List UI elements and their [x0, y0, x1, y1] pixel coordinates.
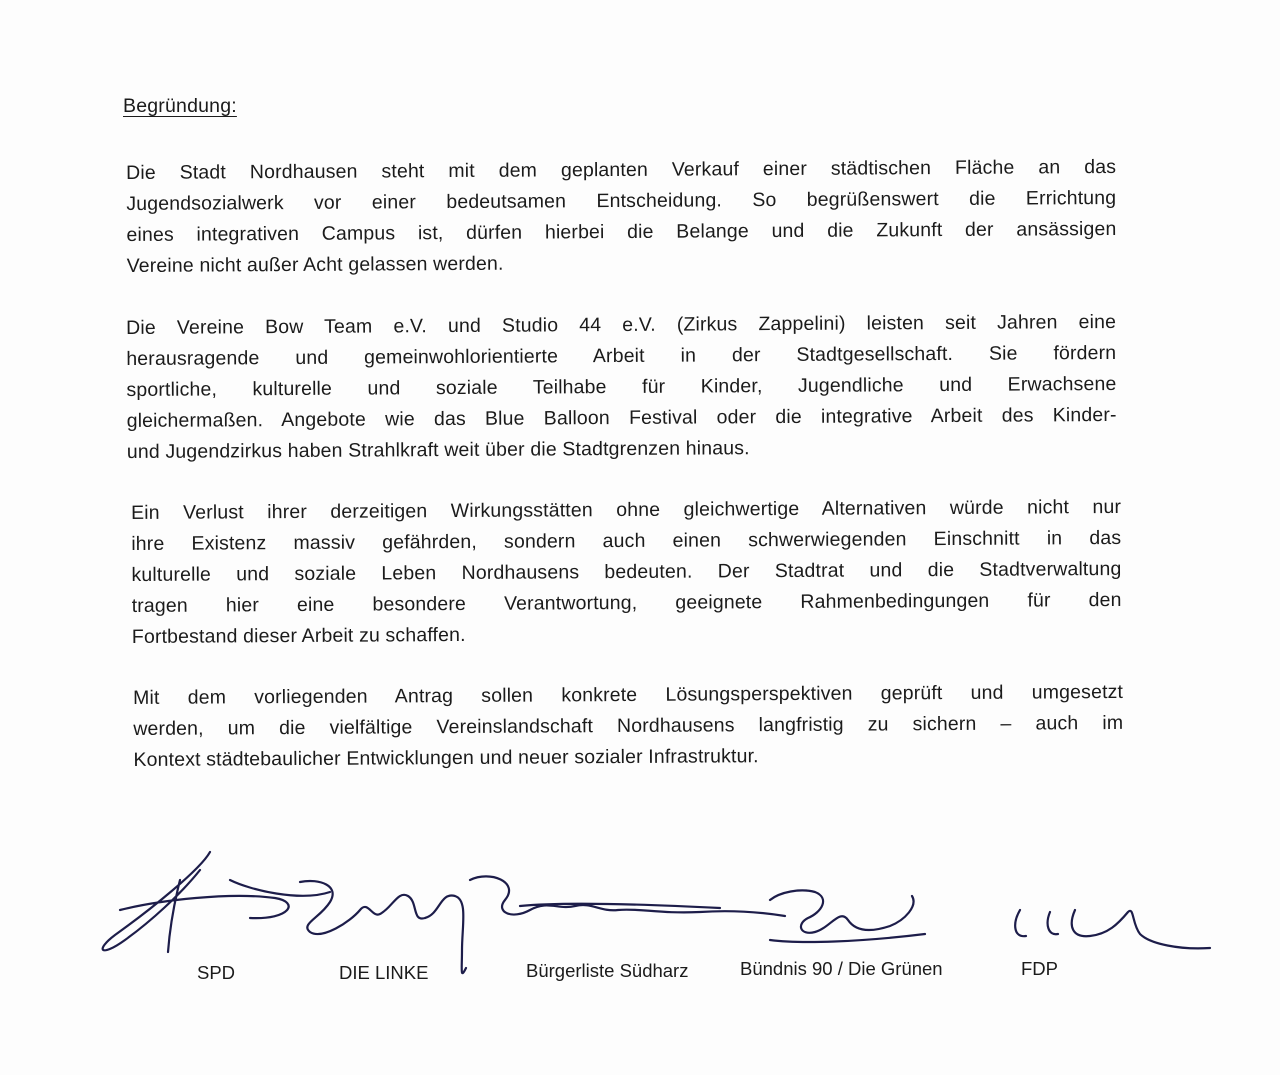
gruene-signature — [770, 890, 925, 942]
text-line: Die Stadt Nordhausen steht mit dem geplanten Verkauf einer städtischen Fläche an das — [126, 155, 1117, 184]
spd-signature — [103, 852, 330, 952]
party-label-spd: SPD — [197, 962, 236, 983]
party-label-fdp: FDP — [1021, 958, 1058, 979]
text-line: Jugendsozialwerk vor einer bedeutsamen Entscheidung. So begrüßenswert die Errichtung — [126, 186, 1117, 215]
text-line: herausragende und gemeinwohlorientierte Arbeit in der Stadtgesellschaft. Sie fördern — [126, 341, 1117, 370]
text-line: tragen hier eine besondere Verantwortung, geeignete Rahmenbedingungen für den — [131, 588, 1122, 617]
text-line: Ein Verlust ihrer derzeitigen Wirkungsstätten ohne gleichwertige Alternativen würde nicht nur — [131, 495, 1122, 524]
text-line: Kontext städtebaulicher Entwicklungen und neuer sozialer Infrastruktur. — [133, 745, 759, 771]
text-line: Die Vereine Bow Team e.V. und Studio 44 e.V. (Zirkus Zappelini) leisten seit Jahren eine — [126, 310, 1117, 339]
paragraph-4 — [133, 677, 1124, 776]
text-line: Fortbestand dieser Arbeit zu schaffen. — [131, 623, 466, 648]
text-line: gleichermaßen. Angebote wie das Blue Balloon Festival oder die integrative Arbeit des Kinder- — [126, 403, 1117, 432]
fdp-signature — [1015, 910, 1210, 948]
section-heading: Begründung: — [123, 95, 237, 117]
signature-block — [0, 840, 1280, 1000]
text-line: und Jugendzirkus haben Strahlkraft weit über die Stadtgrenzen hinaus. — [126, 437, 750, 463]
party-label-linke: DIE LINKE — [339, 962, 429, 983]
paragraph-3 — [131, 492, 1122, 653]
linke-signature — [300, 881, 466, 973]
text-line: werden, um die vielfältige Vereinslandschaft Nordhausens langfristig zu sichern – auch im — [133, 711, 1124, 740]
text-line: eines integrativen Campus ist, dürfen hierbei die Belange und die Zukunft der ansässigen — [126, 217, 1117, 246]
paragraph-1 — [126, 152, 1117, 282]
party-label-gruene: Bündnis 90 / Die Grünen — [740, 958, 943, 979]
text-line: Vereine nicht außer Acht gelassen werden. — [126, 252, 504, 277]
paragraph-2 — [126, 307, 1117, 468]
text-line: kulturelle und soziale Leben Nordhausens bedeuten. Der Stadtrat und die Stadtverwaltung — [131, 557, 1122, 586]
text-line: Mit dem vorliegenden Antrag sollen konkrete Lösungsperspektiven geprüft und umgesetzt — [133, 680, 1124, 709]
party-label-buergerliste: Bürgerliste Südharz — [526, 960, 689, 981]
text-line: ihre Existenz massiv gefährden, sondern auch einen schwerwiegenden Einschnitt in das — [131, 526, 1122, 555]
text-line: sportliche, kulturelle und soziale Teilhabe für Kinder, Jugendliche und Erwachsene — [126, 372, 1117, 401]
bl-signature — [470, 876, 785, 916]
